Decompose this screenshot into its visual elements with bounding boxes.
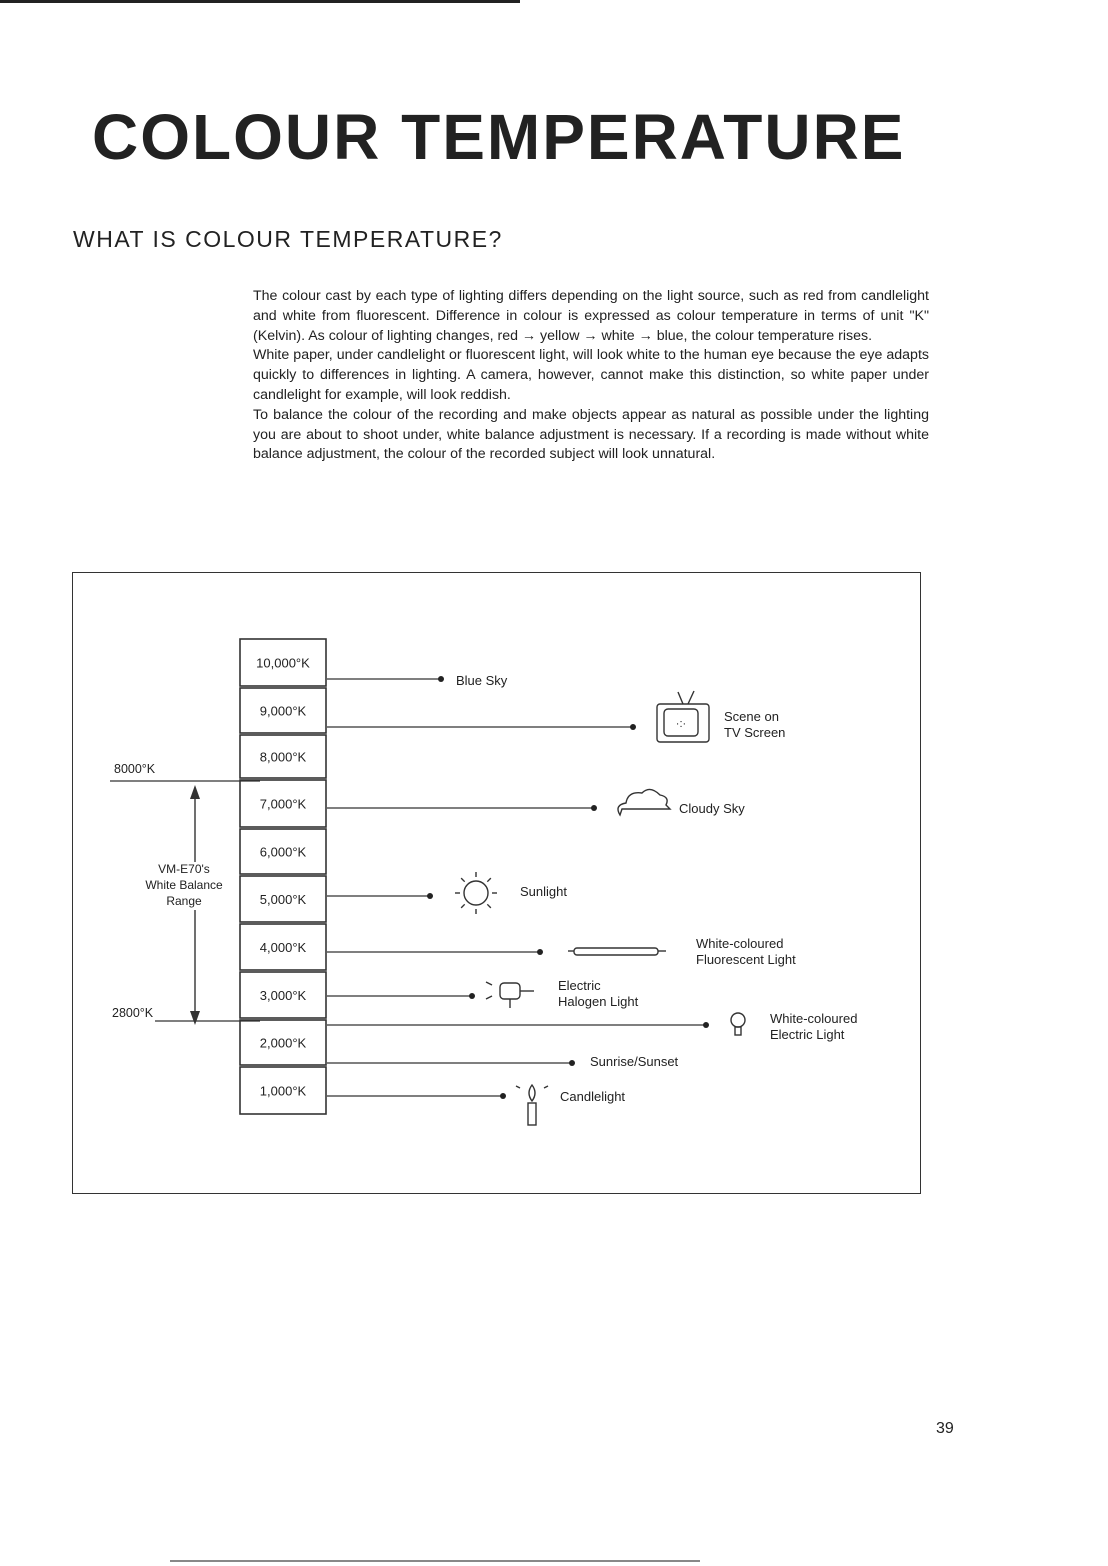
scale-label: 1,000°K — [259, 1083, 307, 1099]
source-marker — [427, 893, 433, 899]
source-label: White-coloured — [696, 936, 784, 951]
source-label: Sunrise/Sunset — [590, 1054, 679, 1069]
source-electric-light — [327, 1011, 857, 1042]
scale-label: 8,000°K — [259, 749, 307, 765]
source-marker — [469, 993, 475, 999]
source-label: Blue Sky — [456, 673, 508, 688]
scale-label: 6,000°K — [259, 844, 307, 860]
kelvin-scale — [240, 639, 326, 1114]
page-number: 39 — [936, 1420, 954, 1437]
range-lower-label: 2800°K — [112, 1006, 154, 1020]
light-bulb-icon — [731, 1013, 745, 1035]
source-sunrise-sunset — [327, 1054, 679, 1069]
halogen-lamp-icon — [486, 982, 534, 1008]
scale-label: 10,000°K — [256, 655, 310, 671]
source-marker — [537, 949, 543, 955]
source-label: Candlelight — [560, 1089, 626, 1104]
cloud-icon — [618, 789, 670, 815]
tv-icon — [657, 691, 709, 742]
section-heading: WHAT IS COLOUR TEMPERATURE? — [73, 226, 503, 252]
scale-label: 4,000°K — [259, 940, 307, 955]
source-sunlight — [327, 872, 567, 914]
range-upper-label: 8000°K — [114, 762, 156, 776]
range-arrow-down-head — [190, 1011, 200, 1025]
candle-icon — [516, 1085, 548, 1125]
scale-label: 5,000°K — [259, 892, 307, 907]
range-caption-line: White Balance — [145, 878, 223, 892]
scale-label: 9,000°K — [259, 703, 307, 719]
source-label: Scene on — [724, 709, 779, 724]
range-caption-line: VM-E70's — [158, 862, 210, 876]
source-label: Electric Light — [770, 1027, 845, 1042]
source-label: Halogen Light — [558, 994, 639, 1009]
source-marker — [569, 1060, 575, 1066]
fluorescent-tube-icon — [568, 948, 666, 955]
page-title: COLOUR TEMPERATURE — [92, 101, 906, 173]
paragraph: White paper, under candlelight or fluorescent light, will look white to the human eye because the eye adapts quickly to differences in lighting. A camera, however, cannot make this distinction, so white paper under candlelight for example, will look reddish. — [253, 347, 929, 403]
source-label: TV Screen — [724, 725, 786, 740]
source-halogen — [327, 978, 639, 1009]
source-label: White-coloured — [770, 1011, 858, 1026]
source-label: Electric — [558, 978, 601, 993]
light-sources — [327, 673, 857, 1125]
range-caption-line: Range — [166, 894, 202, 908]
source-marker — [630, 724, 636, 730]
scale-label: 7,000°K — [259, 796, 307, 812]
source-marker — [591, 805, 597, 811]
scale-label: 2,000°K — [259, 1035, 307, 1051]
source-label: Sunlight — [520, 884, 567, 899]
source-cloudy-sky — [327, 789, 745, 816]
source-label: Fluorescent Light — [696, 952, 796, 967]
bottom-rule — [170, 1560, 700, 1562]
source-marker — [703, 1022, 709, 1028]
source-marker — [500, 1093, 506, 1099]
paragraph: The colour cast by each type of lighting differs depending on the light source, such as red from candlelight and white from fluorescent. Difference in colour is expressed as colour temperature in terms of unit "K" (Kelvin). As colour of lighting changes, red → yellow → white → blue, the colour temperature rises. — [253, 288, 929, 344]
range-arrow-up-head — [190, 785, 200, 799]
white-balance-range — [110, 762, 260, 1025]
sun-icon — [455, 872, 497, 914]
svg-text:·:·: ·:· — [675, 718, 687, 730]
source-fluorescent — [327, 936, 796, 967]
paragraph: To balance the colour of the recording and make objects appear as natural as possible under the lighting you are about to shoot under, white balance adjustment is necessary. If a recording is made without white balance adjustment, the colour of the recorded subject will look unnatural. — [253, 406, 929, 463]
source-blue-sky — [327, 673, 508, 688]
source-candlelight — [327, 1085, 625, 1125]
source-label: Cloudy Sky — [679, 801, 745, 816]
source-tv-screen — [327, 691, 785, 742]
scale-label: 3,000°K — [259, 988, 307, 1003]
source-marker — [438, 676, 444, 682]
